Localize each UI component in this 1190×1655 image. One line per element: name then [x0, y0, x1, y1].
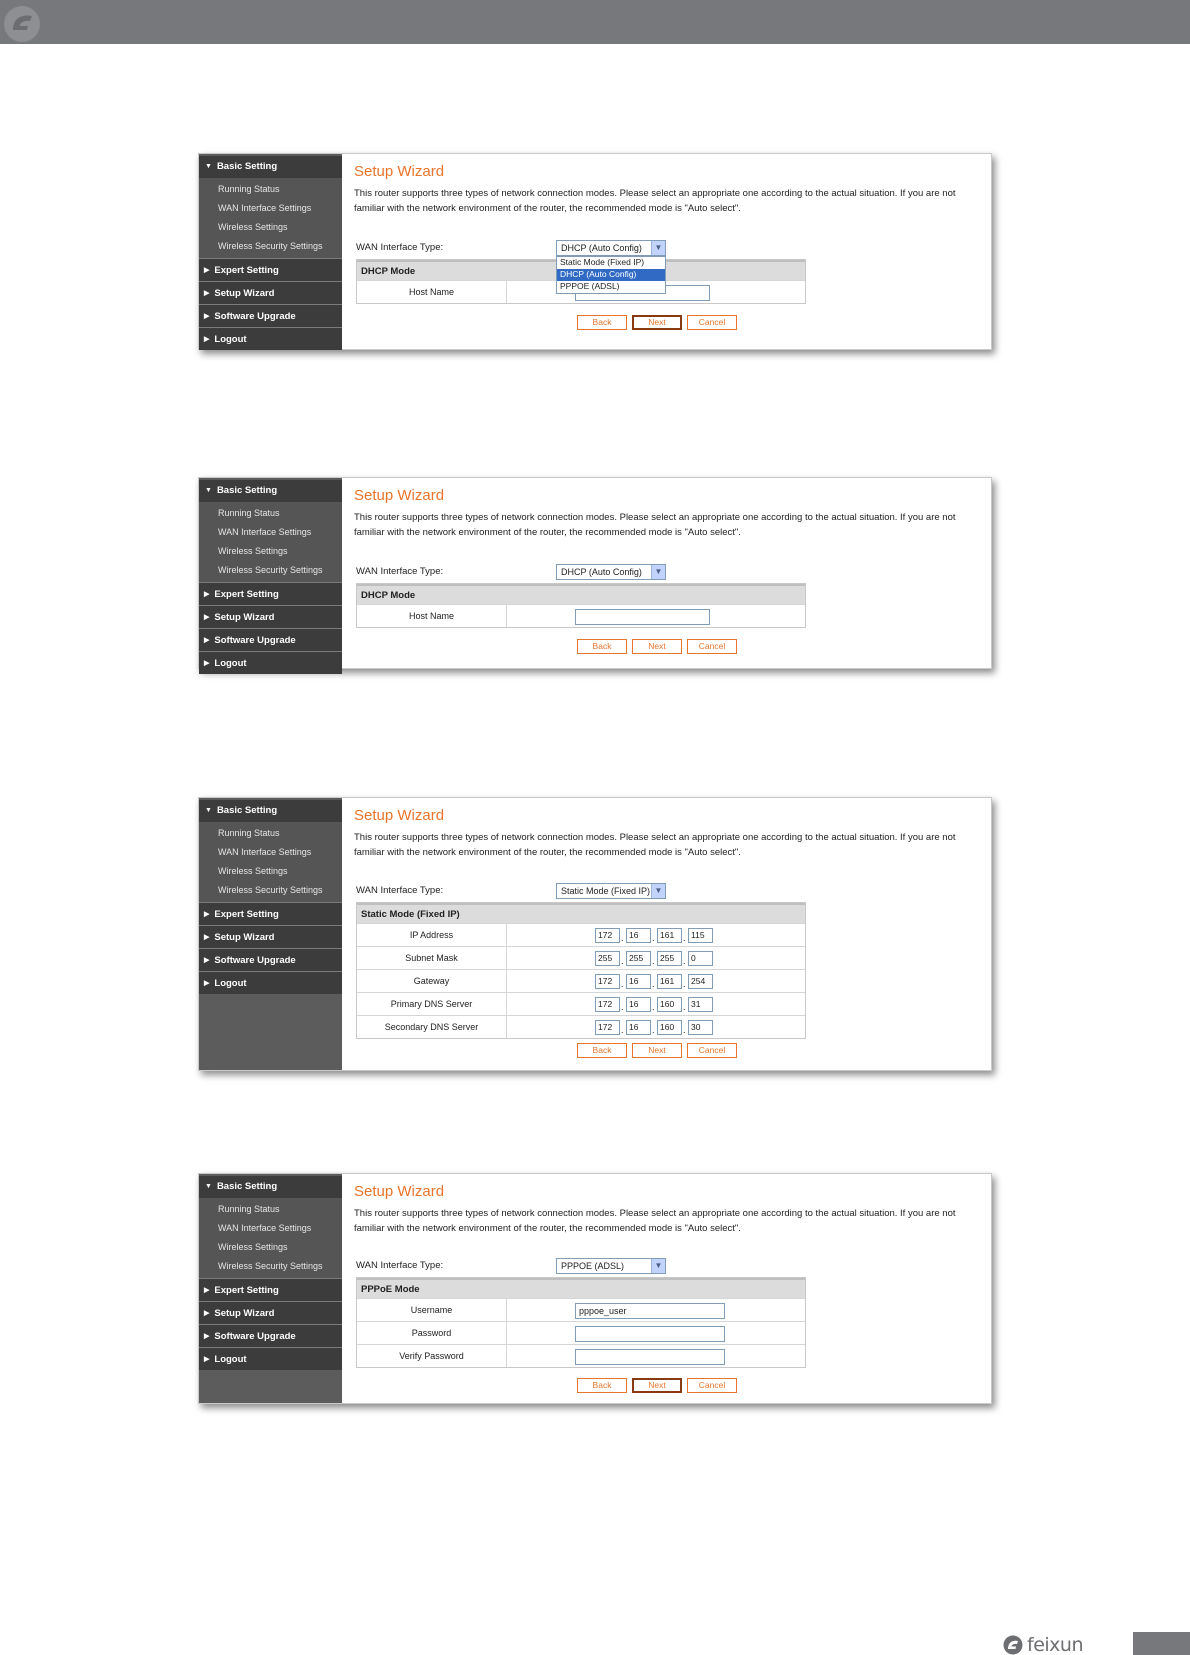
secondary-dns-label: Secondary DNS Server — [357, 1016, 507, 1038]
wan-type-label: WAN Interface Type: — [356, 1260, 444, 1271]
pppoe-form-table — [356, 1277, 806, 1368]
section-title: PPPoE Mode — [357, 1278, 805, 1298]
subnet-mask-octet-4[interactable]: 0 — [688, 951, 713, 966]
sidebar-group-basic-setting[interactable]: ▼ Basic Setting — [199, 480, 342, 502]
triangle-right-icon: ▶ — [204, 313, 210, 320]
ip-address-octet-2[interactable]: 16 — [626, 928, 651, 943]
form-row-username — [357, 1298, 805, 1321]
gateway-octet-1[interactable]: 172 — [595, 974, 620, 989]
sidebar-button-logout[interactable]: ▶ Logout — [199, 971, 342, 994]
gateway-octet-4[interactable]: 254 — [688, 974, 713, 989]
sidebar-button-setup-wizard[interactable]: ▶ Setup Wizard — [199, 925, 342, 948]
main-content — [342, 478, 991, 668]
verify-password-label: Verify Password — [357, 1345, 507, 1367]
dropdown-option-dhcp[interactable]: DHCP (Auto Config) — [557, 269, 665, 281]
main-content — [342, 154, 991, 349]
section-title: Static Mode (Fixed IP) — [357, 903, 805, 923]
dhcp-form-table — [356, 583, 806, 628]
subnet-mask-label: Subnet Mask — [357, 947, 507, 969]
password-input[interactable] — [575, 1326, 725, 1342]
setup-wizard-panel-pppoe — [198, 1173, 992, 1404]
subnet-mask-octet-3[interactable]: 255 — [657, 951, 682, 966]
primary-dns-octet-1[interactable]: 172 — [595, 997, 620, 1012]
sidebar-item-wan-interface-settings[interactable]: WAN Interface Settings — [218, 1223, 312, 1233]
sidebar-item-running-status[interactable]: Running Status — [218, 508, 280, 518]
triangle-right-icon: ▶ — [204, 614, 210, 621]
chevron-down-icon: ▼ — [651, 884, 665, 898]
sidebar-group-basic-setting[interactable]: ▼ Basic Setting — [199, 800, 342, 822]
sidebar-item-running-status[interactable]: Running Status — [218, 828, 280, 838]
form-row-gateway: Gateway 172 . 16 . 161 . 254 — [357, 969, 805, 992]
sidebar-button-logout[interactable]: ▶ Logout — [199, 651, 342, 674]
password-label: Password — [357, 1322, 507, 1344]
chevron-down-icon: ▼ — [651, 1259, 665, 1273]
sidebar-item-wan-interface-settings[interactable]: WAN Interface Settings — [218, 527, 312, 537]
ip-address-label: IP Address — [357, 924, 507, 946]
cancel-button[interactable]: Cancel — [687, 1378, 737, 1393]
triangle-right-icon: ▶ — [204, 911, 210, 918]
static-ip-form-table — [356, 902, 806, 1039]
triangle-right-icon: ▶ — [204, 980, 210, 987]
sidebar-item-wireless-security-settings[interactable]: Wireless Security Settings — [218, 241, 323, 251]
brand-wordmark: feixun — [1027, 1634, 1083, 1655]
secondary-dns-octet-4[interactable]: 30 — [688, 1020, 713, 1035]
sidebar-button-software-upgrade[interactable]: ▶ Software Upgrade — [199, 1324, 342, 1347]
sidebar-item-running-status[interactable]: Running Status — [218, 184, 280, 194]
triangle-right-icon: ▶ — [204, 1356, 210, 1363]
secondary-dns-octet-3[interactable]: 160 — [657, 1020, 682, 1035]
host-name-label: Host Name — [357, 281, 507, 303]
triangle-right-icon: ▶ — [204, 637, 210, 644]
page-description: This router supports three types of network connection modes. Please select an appropriate one according to the actual situation. If you are not familiar with the network environment of the router, the recommended mode is "Auto select". — [354, 188, 956, 214]
back-button[interactable]: Back — [577, 1043, 627, 1058]
chevron-down-icon: ▼ — [651, 241, 665, 255]
page-title: Setup Wizard — [354, 807, 445, 824]
form-row-host-name — [357, 604, 805, 627]
sidebar-button-expert-setting[interactable]: ▶ Expert Setting — [199, 258, 342, 281]
triangle-right-icon: ▶ — [204, 934, 210, 941]
secondary-dns-octet-1[interactable]: 172 — [595, 1020, 620, 1035]
wan-type-select[interactable]: PPPOE (ADSL) ▼ — [556, 1258, 666, 1274]
cancel-button[interactable]: Cancel — [687, 315, 737, 330]
main-content — [342, 1174, 991, 1403]
triangle-right-icon: ▶ — [204, 267, 210, 274]
primary-dns-octet-4[interactable]: 31 — [688, 997, 713, 1012]
section-title: DHCP Mode — [357, 584, 805, 604]
subnet-mask-octet-1[interactable]: 255 — [595, 951, 620, 966]
triangle-right-icon: ▶ — [204, 591, 210, 598]
back-button[interactable]: Back — [577, 639, 627, 654]
sidebar-button-logout[interactable]: ▶ Logout — [199, 327, 342, 350]
sidebar-group-basic-setting[interactable]: ▼ Basic Setting — [199, 156, 342, 178]
wan-type-label: WAN Interface Type: — [356, 566, 444, 577]
triangle-down-icon: ▼ — [205, 487, 212, 494]
sidebar-button-setup-wizard[interactable]: ▶ Setup Wizard — [199, 1301, 342, 1324]
sidebar-button-software-upgrade[interactable]: ▶ Software Upgrade — [199, 304, 342, 327]
verify-password-input[interactable] — [575, 1349, 725, 1365]
ip-address-octet-1[interactable]: 172 — [595, 928, 620, 943]
sidebar-button-expert-setting[interactable]: ▶ Expert Setting — [199, 1278, 342, 1301]
sidebar-item-running-status[interactable]: Running Status — [218, 1204, 280, 1214]
sidebar-item-wan-interface-settings[interactable]: WAN Interface Settings — [218, 203, 312, 213]
brand-mark-icon — [1002, 1635, 1024, 1655]
sidebar-button-expert-setting[interactable]: ▶ Expert Setting — [199, 902, 342, 925]
primary-dns-label: Primary DNS Server — [357, 993, 507, 1015]
sidebar-item-wireless-security-settings[interactable]: Wireless Security Settings — [218, 1261, 323, 1271]
sidebar-item-wireless-settings[interactable]: Wireless Settings — [218, 222, 288, 232]
primary-dns-octet-3[interactable]: 160 — [657, 997, 682, 1012]
next-button[interactable]: Next — [632, 639, 682, 654]
page-title: Setup Wizard — [354, 1183, 445, 1200]
triangle-right-icon: ▶ — [204, 290, 210, 297]
next-button[interactable]: Next — [632, 315, 682, 330]
sidebar-button-logout[interactable]: ▶ Logout — [199, 1347, 342, 1370]
host-name-label: Host Name — [357, 605, 507, 627]
setup-wizard-panel-dhcp — [198, 477, 992, 669]
triangle-down-icon: ▼ — [205, 163, 212, 170]
sidebar — [199, 798, 342, 1070]
back-button[interactable]: Back — [577, 315, 627, 330]
page-description: This router supports three types of network connection modes. Please select an appropriate one according to the actual situation. If you are not familiar with the network environment of the router, the recommended mode is "Auto select". — [354, 1208, 956, 1234]
sidebar-button-software-upgrade[interactable]: ▶ Software Upgrade — [199, 628, 342, 651]
wan-type-label: WAN Interface Type: — [356, 242, 444, 253]
sidebar-group-basic-setting[interactable]: ▼ Basic Setting — [199, 1176, 342, 1198]
gateway-octet-3[interactable]: 161 — [657, 974, 682, 989]
sidebar-button-setup-wizard[interactable]: ▶ Setup Wizard — [199, 281, 342, 304]
wan-type-select[interactable]: DHCP (Auto Config) ▼ — [556, 240, 666, 256]
form-row-password — [357, 1321, 805, 1344]
username-input[interactable]: pppoe_user — [575, 1303, 725, 1319]
wan-type-select[interactable]: Static Mode (Fixed IP) ▼ — [556, 883, 666, 899]
setup-wizard-panel-dhcp-dropdown — [198, 153, 992, 350]
ip-address-octet-4[interactable]: 115 — [688, 928, 713, 943]
triangle-right-icon: ▶ — [204, 660, 210, 667]
form-row-subnet-mask: Subnet Mask 255 . 255 . 255 . 0 — [357, 946, 805, 969]
page-number-box — [1133, 1632, 1190, 1655]
brand-logo-icon — [2, 2, 44, 42]
cancel-button[interactable]: Cancel — [687, 639, 737, 654]
next-button[interactable]: Next — [632, 1378, 682, 1393]
cancel-button[interactable]: Cancel — [687, 1043, 737, 1058]
page-title: Setup Wizard — [354, 163, 445, 180]
triangle-right-icon: ▶ — [204, 336, 210, 343]
page-description: This router supports three types of network connection modes. Please select an appropriate one according to the actual situation. If you are not familiar with the network environment of the router, the recommended mode is "Auto select". — [354, 832, 956, 858]
sidebar — [199, 1174, 342, 1403]
sidebar-item-wireless-security-settings[interactable]: Wireless Security Settings — [218, 565, 323, 575]
triangle-right-icon: ▶ — [204, 1287, 210, 1294]
next-button[interactable]: Next — [632, 1043, 682, 1058]
sidebar-item-wireless-settings[interactable]: Wireless Settings — [218, 1242, 288, 1252]
top-banner — [0, 0, 1190, 44]
form-row-verify-password — [357, 1344, 805, 1367]
sidebar-item-wireless-settings[interactable]: Wireless Settings — [218, 546, 288, 556]
setup-wizard-panel-static — [198, 797, 992, 1071]
wan-type-label: WAN Interface Type: — [356, 885, 444, 896]
sidebar — [199, 154, 342, 349]
gateway-octet-2[interactable]: 16 — [626, 974, 651, 989]
wan-type-select[interactable]: DHCP (Auto Config) ▼ — [556, 564, 666, 580]
form-row-secondary-dns: Secondary DNS Server 172 . 16 . 160 . 30 — [357, 1015, 805, 1038]
gateway-label: Gateway — [357, 970, 507, 992]
triangle-down-icon: ▼ — [205, 1183, 212, 1190]
dropdown-option-static[interactable]: Static Mode (Fixed IP) — [560, 257, 645, 267]
triangle-right-icon: ▶ — [204, 1333, 210, 1340]
wan-type-dropdown-list — [556, 256, 666, 294]
form-row-ip-address: IP Address 172 . 16 . 161 . 115 — [357, 923, 805, 946]
page-title: Setup Wizard — [354, 487, 445, 504]
footer-brand-logo — [1002, 1635, 1102, 1655]
sidebar-item-wireless-settings[interactable]: Wireless Settings — [218, 866, 288, 876]
subnet-mask-octet-2[interactable]: 255 — [626, 951, 651, 966]
triangle-right-icon: ▶ — [204, 1310, 210, 1317]
sidebar-button-expert-setting[interactable]: ▶ Expert Setting — [199, 582, 342, 605]
main-content — [342, 798, 991, 1070]
sidebar-button-software-upgrade[interactable]: ▶ Software Upgrade — [199, 948, 342, 971]
sidebar — [199, 478, 342, 668]
ip-address-octet-3[interactable]: 161 — [657, 928, 682, 943]
primary-dns-octet-2[interactable]: 16 — [626, 997, 651, 1012]
secondary-dns-octet-2[interactable]: 16 — [626, 1020, 651, 1035]
form-row-primary-dns: Primary DNS Server 172 . 16 . 160 . 31 — [357, 992, 805, 1015]
sidebar-button-setup-wizard[interactable]: ▶ Setup Wizard — [199, 605, 342, 628]
chevron-down-icon: ▼ — [651, 565, 665, 579]
username-label: Username — [357, 1299, 507, 1321]
section-title: DHCP Mode — [357, 260, 805, 280]
dropdown-option-pppoe[interactable]: PPPOE (ADSL) — [560, 281, 620, 291]
sidebar-item-wan-interface-settings[interactable]: WAN Interface Settings — [218, 847, 312, 857]
triangle-down-icon: ▼ — [205, 807, 212, 814]
triangle-right-icon: ▶ — [204, 957, 210, 964]
page-description: This router supports three types of network connection modes. Please select an appropriate one according to the actual situation. If you are not familiar with the network environment of the router, the recommended mode is "Auto select". — [354, 512, 956, 538]
host-name-input[interactable] — [575, 609, 710, 625]
sidebar-item-wireless-security-settings[interactable]: Wireless Security Settings — [218, 885, 323, 895]
back-button[interactable]: Back — [577, 1378, 627, 1393]
